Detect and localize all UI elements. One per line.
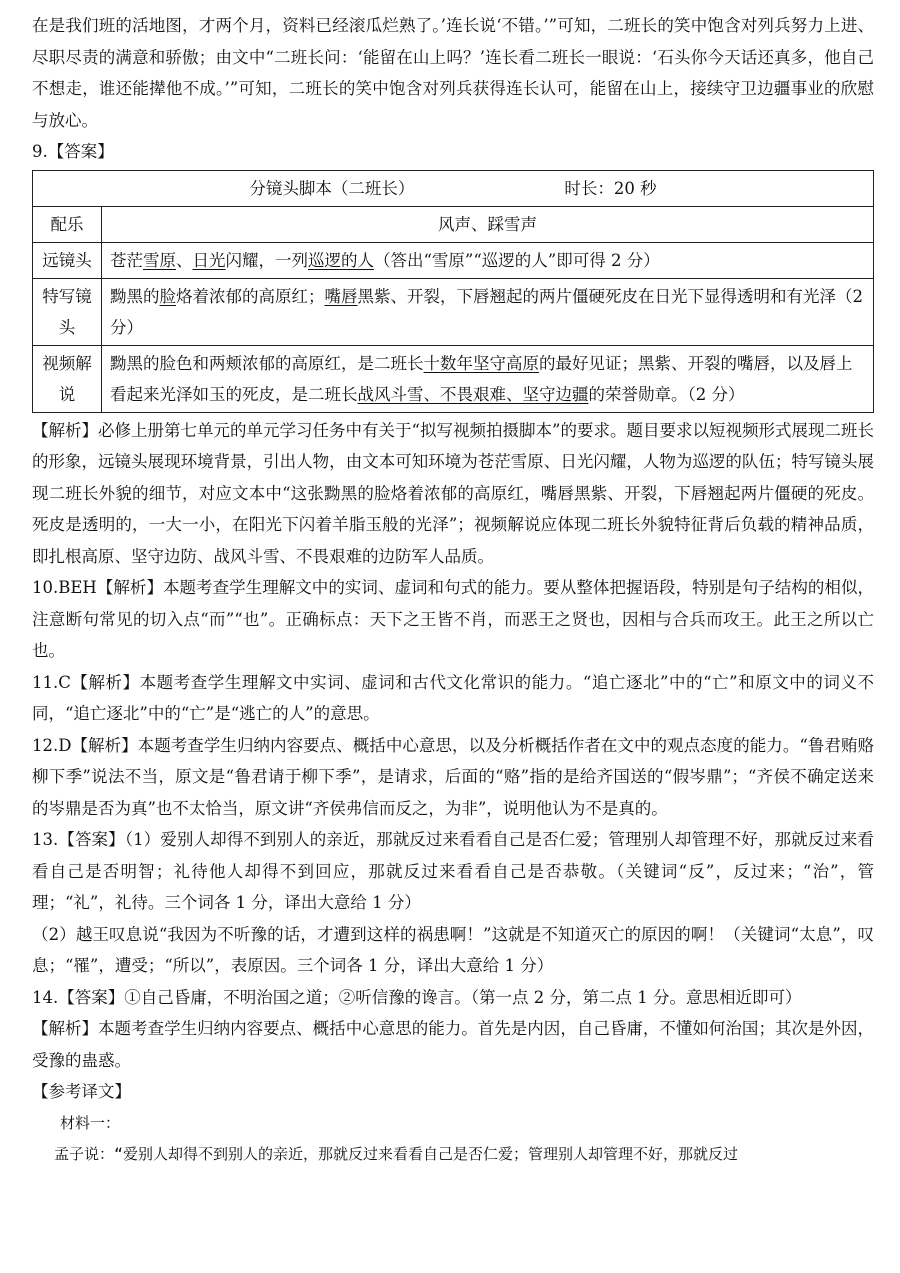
table-duration: 时长：20 秒: [564, 178, 657, 198]
answer-q13-part2: （2）越王叹息说“我因为不听豫的话，才遭到这样的祸患啊！”这就是不知道灭亡的原因的啊！（关键词“太息”，叹息；“罹”，遭受；“所以”，表原因。三个词各 1 分，译出大意给 1 分）: [32, 924, 874, 975]
table-row: [33, 345, 874, 412]
intro-paragraph: 在是我们班的活地图，才两个月，资料已经滚瓜烂熟了。’连长说‘不错。’”可知，二班长的笑中饱含对列兵努力上进、尽职尽责的满意和骄傲；由文中“二班长问：‘能留在山上吗？’连长看二班长一眼说：‘石头你今天话还真多，他自己不想走，谁还能撵他不成。’”可知，二班长的笑中饱含对列兵获得连长认可，能留在山上，接续守卫边疆事业的欣慰与放心。: [32, 16, 874, 130]
analysis-q14: 【解析】本题考查学生归纳内容要点、概括中心意思的能力。首先是内因，自己昏庸，不懂如何治国；其次是外因，受豫的蛊惑。: [32, 1019, 874, 1070]
row-text-narration: [102, 345, 874, 412]
underlined-keyword: 日光: [192, 250, 226, 270]
row-label-long-shot: 远镜头: [33, 242, 102, 278]
text-segment: （答出“雪原”“巡逻的人”即可得 2 分）: [374, 250, 660, 270]
row-label-music: 配乐: [33, 206, 102, 242]
text-segment: 的最好见证；黑紫、开裂的嘴唇，以及唇上看起来光泽如玉的死皮，是二班长: [110, 353, 853, 404]
underlined-keyword: 十数年坚守高原: [423, 353, 539, 373]
mencius-translation: 孟子说：“爱别人却得不到别人的亲近，那就反过来看看自己是否仁爱；管理别人却管理不好，那就反过: [54, 1145, 739, 1163]
text-segment: 黝黑的脸色和两颊浓郁的高原红，是二班长: [110, 353, 424, 373]
document-page: [32, 10, 874, 1171]
table-header-row: [33, 170, 874, 206]
q9-answer-label: 9.【答案】: [32, 142, 114, 161]
underlined-keyword: 战风斗雪、不畏艰难、坚守边疆: [357, 384, 589, 404]
table-row: [33, 278, 874, 345]
reference-translation-heading: 【参考译文】: [32, 1082, 131, 1101]
table-title: 分镜头脚本（二班长）: [249, 178, 415, 198]
answer-q13-part1: 13.【答案】（1）爱别人却得不到别人的亲近，那就反过来看看自己是否仁爱；管理别人却管理不好，那就反过来看看自己是否明智；礼待他人却得不到回应，那就反过来看看自己是否恭敬。（关键词“反”，反过来；“治”，管理；“礼”，礼待。三个词各 1 分，译出大意给 1 分）: [32, 830, 874, 912]
underlined-keyword: 脸: [159, 286, 176, 306]
answer-q11: 11.C【解析】本题考查学生理解文中实词、虚词和古代文化常识的能力。“追亡逐北”中的“亡”和原文中的词义不同，“追亡逐北”中的“亡”是“逃亡的人”的意思。: [32, 672, 874, 723]
text-segment: 烙着浓郁的高原红；: [176, 286, 325, 306]
underlined-keyword: 嘴唇: [324, 286, 358, 306]
underlined-keyword: 巡逻的人: [308, 250, 374, 270]
text-segment: 苍茫: [110, 250, 143, 270]
text-segment: 黝黑的: [110, 286, 160, 306]
row-text-closeup: [102, 278, 874, 345]
row-text-music: 风声、踩雪声: [102, 206, 874, 242]
text-segment: 黑紫、开裂，下唇翘起的两片僵硬死皮在日光下显得透明和有光泽（2 分）: [110, 286, 863, 337]
text-segment: 的荣誉勋章。（2 分）: [588, 384, 745, 404]
material-one-label: 材料一：: [60, 1113, 121, 1132]
table-row: [33, 206, 874, 242]
answer-q14: 14.【答案】①自己昏庸，不明治国之道；②听信豫的谗言。（第一点 2 分，第二点 1 分。意思相近即可）: [32, 987, 802, 1007]
storyboard-table: [32, 170, 874, 413]
text-segment: 闪耀，一列: [225, 250, 308, 270]
row-label-closeup: 特写镜头: [33, 278, 102, 345]
answer-q10: 10.BEH【解析】本题考查学生理解文中的实词、虚词和句式的能力。要从整体把握语段，特别是句子结构的相似，注意断句常见的切入点“而”“也”。正确标点：天下之王皆不肖，而恶王之贤也，因相与合兵而攻王。此王之所以亡也。: [32, 578, 874, 660]
analysis-q9: 【解析】必修上册第七单元的单元学习任务中有关于“拟写视频拍摄脚本”的要求。题目要求以短视频形式展现二班长的形象，远镜头展现环境背景，引出人物，由文本可知环境为苍茫雪原、日光闪耀，人物为巡逻的队伍；特写镜头展现二班长外貌的细节，对应文本中“这张黝黑的脸烙着浓郁的高原红，嘴唇黑紫、开裂，下唇翘起两片僵硬的死皮。死皮是透明的，一大一小，在阳光下闪着羊脂玉般的光泽”；视频解说应体现二班长外貌特征背后负载的精神品质，即扎根高原、坚守边防、战风斗雪、不畏艰难的边防军人品质。: [32, 420, 874, 566]
row-label-narration: 视频解说: [33, 345, 102, 412]
text-segment: 、: [176, 250, 193, 270]
answer-q12: 12.D【解析】本题考查学生归纳内容要点、概括中心意思，以及分析概括作者在文中的观点态度的能力。“鲁君贿赂柳下季”说法不当，原文是“鲁君请于柳下季”，是请求，后面的“赂”指的是给齐国送的“假岑鼎”；“齐侯不确定送来的岑鼎是否为真”也不太恰当，原文讲“齐侯弗信而反之，为非”，说明他认为不是真的。: [32, 735, 874, 818]
underlined-keyword: 雪原: [143, 250, 176, 270]
table-row: [33, 242, 874, 278]
row-text-long-shot: [102, 242, 874, 278]
